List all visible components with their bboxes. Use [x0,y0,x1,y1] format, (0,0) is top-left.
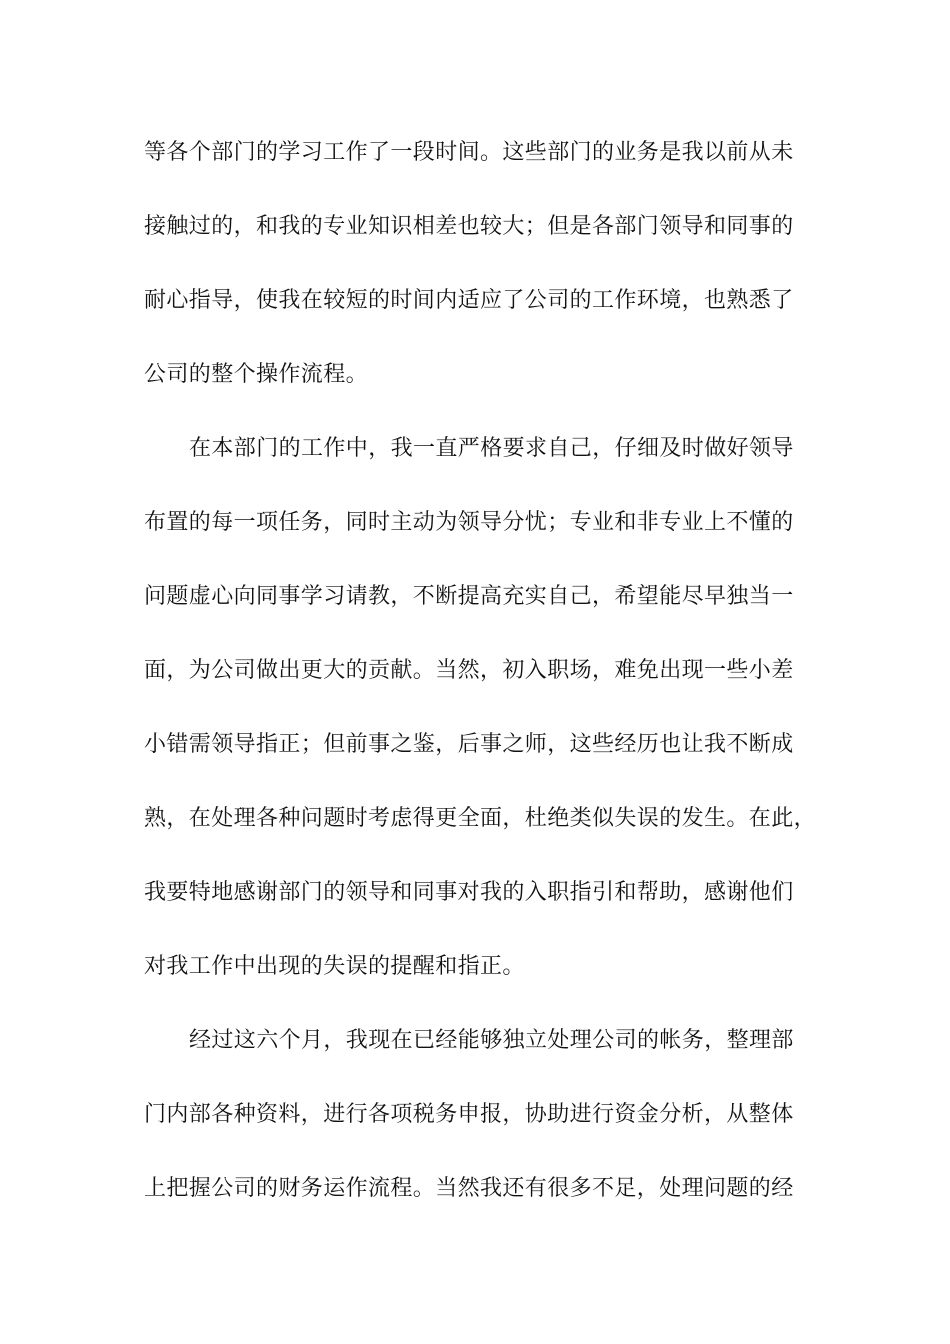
text-line: 小错需领导指正；但前事之鉴，后事之师，这些经历也让我不断成 [144,732,794,757]
paragraph-first-line: 在本部门的工作中，我一直严格要求自己，仔细及时做好领导 [189,436,794,461]
text-line: 布置的每一项任务，同时主动为领导分忧；专业和非专业上不懂的 [144,510,794,535]
text-line: 接触过的，和我的专业知识相差也较大；但是各部门领导和同事的 [144,214,794,239]
paragraph-first-line: 经过这六个月，我现在已经能够独立处理公司的帐务，整理部 [189,1028,794,1053]
text-line: 等各个部门的学习工作了一段时间。这些部门的业务是我以前从未 [144,140,794,165]
text-line: 上把握公司的财务运作流程。当然我还有很多不足，处理问题的经 [144,1176,794,1201]
text-line: 问题虚心向同事学习请教，不断提高充实自己，希望能尽早独当一 [144,584,794,609]
text-line: 耐心指导，使我在较短的时间内适应了公司的工作环境，也熟悉了 [144,288,794,313]
text-line: 门内部各种资料，进行各项税务申报，协助进行资金分析，从整体 [144,1102,794,1127]
text-line: 面，为公司做出更大的贡献。当然，初入职场，难免出现一些小差 [144,658,794,683]
text-line: 我要特地感谢部门的领导和同事对我的入职指引和帮助，感谢他们 [144,880,794,905]
text-line: 熟，在处理各种问题时考虑得更全面，杜绝类似失误的发生。在此， [144,806,817,831]
text-line: 对我工作中出现的失误的提醒和指正。 [144,954,525,979]
text-line: 公司的整个操作流程。 [144,362,369,387]
